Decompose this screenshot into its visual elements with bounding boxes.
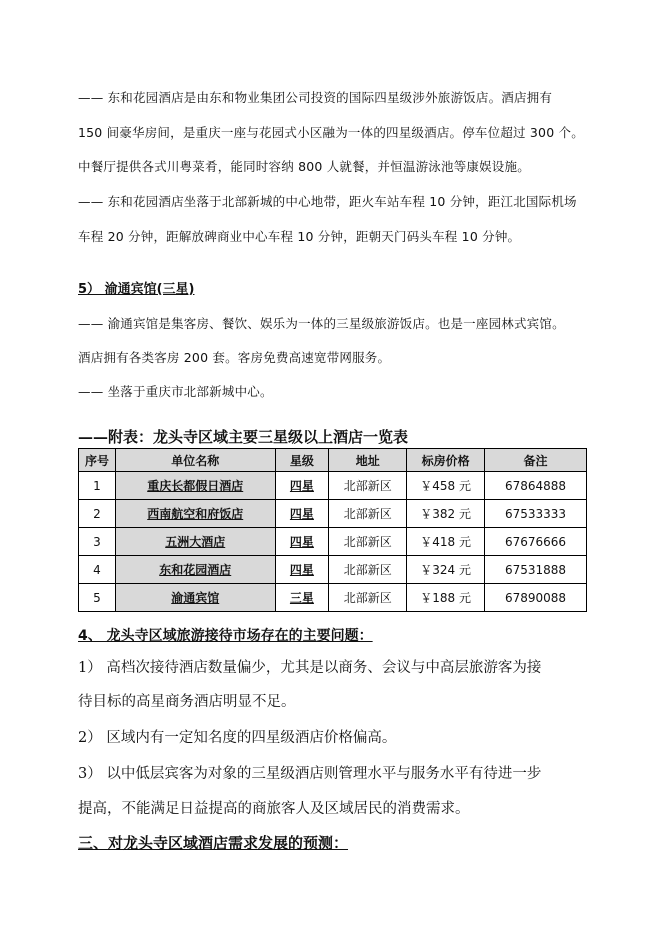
problem-item: 提高，不能满足日益提高的商旅客人及区域居民的消费需求。 bbox=[78, 801, 470, 817]
problem-item: 1） 高档次接待酒店数量偏少，尤其是以商务、会议与中高层旅游客为接 bbox=[78, 660, 542, 676]
cell-no: 2 bbox=[79, 500, 116, 528]
table-header-row bbox=[79, 449, 587, 472]
section-5-line: —— 渝通宾馆是集客房、餐饮、娱乐为一体的三星级旅游饭店。也是一座园林式宾馆。 bbox=[78, 316, 565, 331]
intro-line: —— 东和花园酒店是由东和物业集团公司投资的国际四星级涉外旅游饭店。酒店拥有 bbox=[78, 90, 553, 105]
cell-name: 五洲大酒店 bbox=[115, 528, 275, 556]
table-row bbox=[79, 500, 587, 528]
section-5-line: 酒店拥有各类客房 200 套。客房免费高速宽带网服务。 bbox=[78, 350, 391, 365]
cell-note: 67531888 bbox=[485, 556, 587, 584]
intro-line: 中餐厅提供各式川粤菜肴，能同时容纳 800 人就餐，并恒温游泳池等康娱设施。 bbox=[78, 159, 530, 174]
intro-line: 150 间豪华房间，是重庆一座与花园式小区融为一体的四星级酒店。停车位超过 300 个。 bbox=[78, 125, 584, 140]
cell-addr: 北部新区 bbox=[329, 472, 407, 500]
cell-star: 四星 bbox=[275, 556, 329, 584]
column-header: 标房价格 bbox=[407, 449, 485, 472]
cell-star: 三星 bbox=[275, 584, 329, 612]
column-header: 序号 bbox=[79, 449, 116, 472]
cell-note: 67890088 bbox=[485, 584, 587, 612]
cell-addr: 北部新区 bbox=[329, 528, 407, 556]
table-title: ——附表：龙头寺区域主要三星级以上酒店一览表 bbox=[78, 428, 409, 446]
column-header: 备注 bbox=[485, 449, 587, 472]
problem-item: 3） 以中低层宾客为对象的三星级酒店则管理水平与服务水平有待进一步 bbox=[78, 766, 542, 782]
cell-price: ￥418 元 bbox=[407, 528, 485, 556]
cell-addr: 北部新区 bbox=[329, 500, 407, 528]
cell-addr: 北部新区 bbox=[329, 584, 407, 612]
table-row bbox=[79, 472, 587, 500]
cell-price: ￥188 元 bbox=[407, 584, 485, 612]
column-header: 星级 bbox=[275, 449, 329, 472]
section-4-heading: 4、 龙头寺区域旅游接待市场存在的主要问题： bbox=[78, 628, 373, 644]
cell-name: 重庆长都假日酒店 bbox=[115, 472, 275, 500]
cell-no: 4 bbox=[79, 556, 116, 584]
cell-no: 5 bbox=[79, 584, 116, 612]
cell-note: 67864888 bbox=[485, 472, 587, 500]
cell-no: 1 bbox=[79, 472, 116, 500]
problem-item: 待目标的高星商务酒店明显不足。 bbox=[78, 694, 296, 710]
cell-price: ￥382 元 bbox=[407, 500, 485, 528]
hotel-table bbox=[78, 448, 587, 612]
section-5-line: —— 坐落于重庆市北部新城中心。 bbox=[78, 384, 273, 399]
cell-star: 四星 bbox=[275, 500, 329, 528]
column-header: 地址 bbox=[329, 449, 407, 472]
cell-note: 67676666 bbox=[485, 528, 587, 556]
table-row bbox=[79, 556, 587, 584]
cell-name: 西南航空和府饭店 bbox=[115, 500, 275, 528]
table-row bbox=[79, 584, 587, 612]
cell-star: 四星 bbox=[275, 528, 329, 556]
cell-price: ￥324 元 bbox=[407, 556, 485, 584]
section-5-heading: 5） 渝通宾馆(三星) bbox=[78, 282, 195, 297]
cell-addr: 北部新区 bbox=[329, 556, 407, 584]
cell-price: ￥458 元 bbox=[407, 472, 485, 500]
section-3-heading: 三、对龙头寺区域酒店需求发展的预测： bbox=[78, 834, 349, 852]
problem-item: 2） 区域内有一定知名度的四星级酒店价格偏高。 bbox=[78, 730, 397, 746]
table-row bbox=[79, 528, 587, 556]
cell-name: 渝通宾馆 bbox=[115, 584, 275, 612]
cell-note: 67533333 bbox=[485, 500, 587, 528]
intro-line: 车程 20 分钟，距解放碑商业中心车程 10 分钟，距朝天门码头车程 10 分钟。 bbox=[78, 229, 521, 244]
cell-name: 东和花园酒店 bbox=[115, 556, 275, 584]
column-header: 单位名称 bbox=[115, 449, 275, 472]
cell-star: 四星 bbox=[275, 472, 329, 500]
cell-no: 3 bbox=[79, 528, 116, 556]
intro-line: —— 东和花园酒店坐落于北部新城的中心地带，距火车站车程 10 分钟，距江北国际机场 bbox=[78, 194, 577, 209]
